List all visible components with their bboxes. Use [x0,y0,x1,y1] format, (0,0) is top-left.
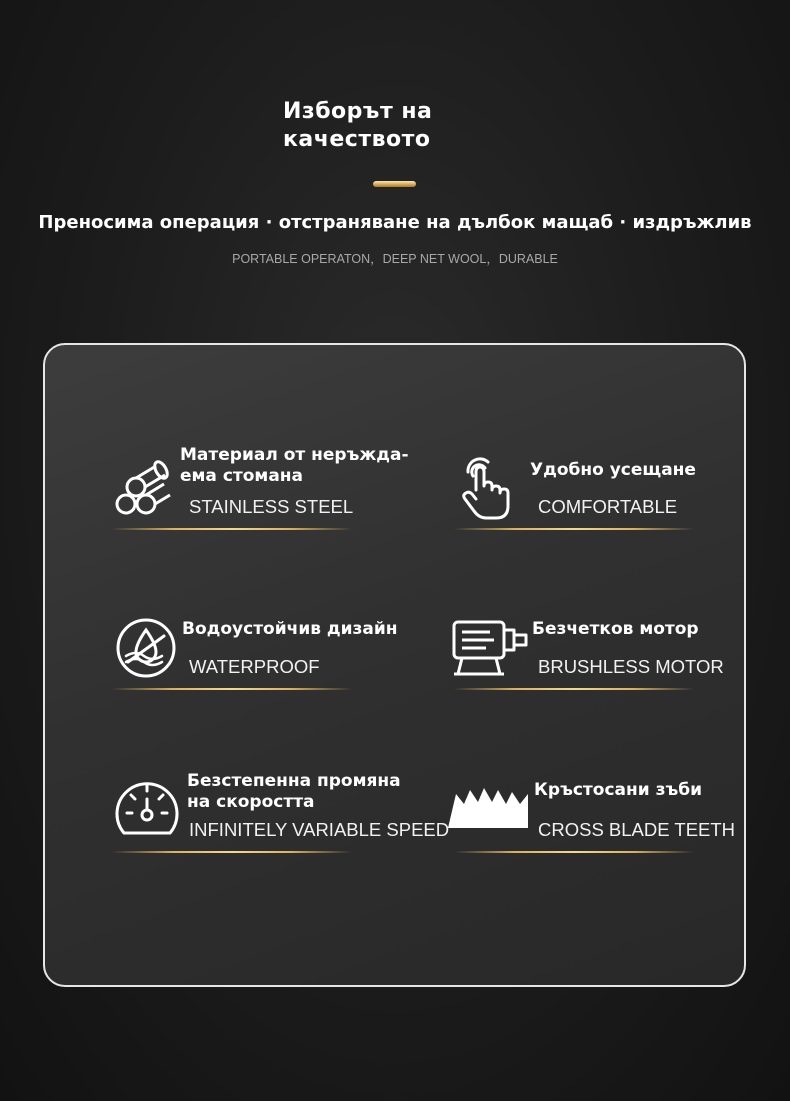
feature-subtitle: CROSS BLADE TEETH [538,819,736,840]
motor-icon [450,618,520,688]
feature-subtitle: WATERPROOF [189,656,320,677]
touch-hand-icon [454,450,524,520]
feature-cross-blade-teeth [448,772,736,856]
feature-title: Кръстосани зъби [534,780,703,800]
page-title: Изборът на качеството [283,99,433,152]
gold-underline [454,528,694,530]
water-drop-icon [114,616,184,686]
feature-subtitle: COMFORTABLE [538,496,678,517]
feature-waterproof [112,612,398,694]
speedometer-icon [114,777,184,847]
gold-underline [112,851,352,853]
feature-variable-speed [112,771,450,856]
gold-underline [112,688,352,690]
steel-pipes-icon [112,453,182,523]
feature-subtitle: INFINITELY VARIABLE SPEED [189,819,450,840]
feature-stainless-steel [112,445,409,532]
title-accent-bar [373,181,416,187]
feature-brushless-motor [450,612,724,694]
gold-underline [112,528,352,530]
subtitle-bulgarian: Преносима операция · отстраняване на дълбок мащаб · издръжлив [38,212,752,233]
feature-title: Удобно усещане [530,460,696,480]
blade-teeth-icon [448,786,518,856]
feature-title: Материал от неръжда- ема стомана [180,445,409,486]
gold-underline [454,851,694,853]
subtitle-english: PORTABLE OPERATON，DEEP NET WOOL，DURABLE [232,252,558,266]
feature-title: Водоустойчив дизайн [182,619,398,639]
feature-subtitle: BRUSHLESS MOTOR [538,656,724,677]
feature-title: Безстепенна промяна на скоростта [187,771,401,812]
gold-underline [454,688,694,690]
feature-title: Безчетков мотор [532,619,699,639]
feature-subtitle: STAINLESS STEEL [189,496,354,517]
feature-comfortable [454,450,704,532]
